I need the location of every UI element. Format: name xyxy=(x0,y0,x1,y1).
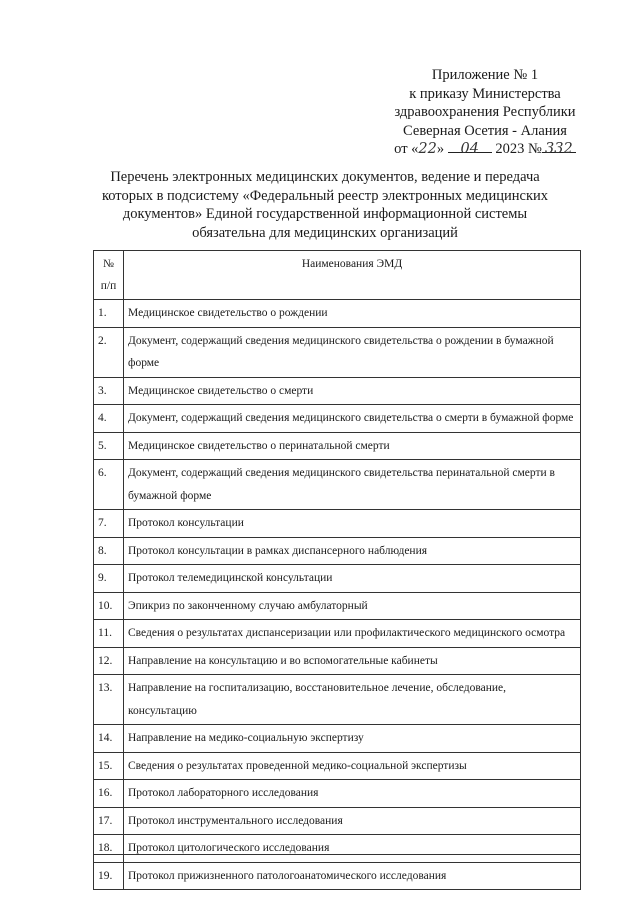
row-number: 5. xyxy=(94,432,124,460)
row-document-name: Медицинское свидетельство о рождении xyxy=(124,300,581,328)
row-number: 13. xyxy=(94,675,124,725)
date-month-field xyxy=(448,140,492,157)
header-number-line2: п/п xyxy=(100,280,117,292)
row-document-name: Протокол консультации xyxy=(124,510,581,538)
row-document-name: Протокол инструментального исследования xyxy=(124,807,581,835)
row-document-name: Протокол прижизненного патологоанатомического исследования xyxy=(124,862,581,890)
row-document-name: Медицинское свидетельство о перинатальной смерти xyxy=(124,432,581,460)
title-line-4: обязательна для медицинских организаций xyxy=(192,224,458,241)
row-document-name: Сведения о результатах проведенной медико-социальной экспертизы xyxy=(124,752,581,780)
table-header-row xyxy=(94,251,581,300)
date-month-handwritten: 04 xyxy=(460,141,479,157)
table-row xyxy=(94,725,581,753)
title-line-1: Перечень электронных медицинских документов, ведение и передача xyxy=(110,169,540,185)
header-number-line1: № xyxy=(103,258,114,270)
row-number: 7. xyxy=(94,510,124,538)
row-number: 11. xyxy=(94,620,124,648)
appendix-date-line xyxy=(380,140,590,159)
row-number: 17. xyxy=(94,807,124,835)
appendix-title: Приложение № 1 xyxy=(431,67,539,83)
row-number: 14. xyxy=(94,725,124,753)
date-year: 2023 xyxy=(495,141,525,157)
appendix-order-ref: к приказу Министерства xyxy=(409,85,561,102)
emd-table xyxy=(93,250,581,890)
table-row xyxy=(94,592,581,620)
table-row xyxy=(94,647,581,675)
row-document-name: Протокол лабораторного исследования xyxy=(124,780,581,808)
date-mid: » xyxy=(436,141,445,157)
row-number: 1. xyxy=(94,300,124,328)
row-number: 2. xyxy=(94,327,124,377)
table-row xyxy=(94,377,581,405)
header-number xyxy=(94,251,124,300)
row-number: 18. xyxy=(94,835,124,863)
row-document-name: Эпикриз по законченному случаю амбулаторный xyxy=(124,592,581,620)
row-number: 4. xyxy=(94,405,124,433)
document-title xyxy=(80,168,570,242)
table-row xyxy=(94,620,581,648)
title-line-3: документов» Единой государственной информационной системы xyxy=(122,206,528,222)
table-row xyxy=(94,460,581,510)
table-row xyxy=(94,752,581,780)
appendix-ministry: здравоохранения Республики xyxy=(394,104,576,120)
appendix-region: Северная Осетия - Алания xyxy=(403,122,567,139)
date-prefix: от « xyxy=(394,141,419,157)
row-number: 16. xyxy=(94,780,124,808)
table-row xyxy=(94,432,581,460)
table-row xyxy=(94,780,581,808)
order-number-handwritten: 332 xyxy=(545,141,573,157)
row-number: 9. xyxy=(94,565,124,593)
table-row xyxy=(94,327,581,377)
row-number: 3. xyxy=(94,377,124,405)
row-document-name: Направление на медико-социальную экспертизу xyxy=(124,725,581,753)
row-document-name: Документ, содержащий сведения медицинского свидетельства о рождении в бумажной форме xyxy=(124,327,581,377)
order-number-field xyxy=(542,140,576,157)
row-document-name: Направление на госпитализацию, восстановительное лечение, обследование, консультацию xyxy=(124,675,581,725)
date-day-handwritten: 22 xyxy=(418,141,437,157)
row-number: 8. xyxy=(94,537,124,565)
table-row xyxy=(94,300,581,328)
row-document-name: Медицинское свидетельство о смерти xyxy=(124,377,581,405)
row-number: 10. xyxy=(94,592,124,620)
appendix-block xyxy=(380,66,590,159)
table-row xyxy=(94,807,581,835)
table-row xyxy=(94,537,581,565)
header-name: Наименования ЭМД xyxy=(124,251,581,300)
table-row xyxy=(94,510,581,538)
row-number: 6. xyxy=(94,460,124,510)
table-bottom-border xyxy=(93,854,581,855)
row-document-name: Документ, содержащий сведения медицинского свидетельства о смерти в бумажной форме xyxy=(124,405,581,433)
order-number-label: № xyxy=(528,141,542,157)
row-document-name: Протокол телемедицинской консультации xyxy=(124,565,581,593)
table-row xyxy=(94,565,581,593)
table-row xyxy=(94,835,581,863)
table-row xyxy=(94,405,581,433)
table-row xyxy=(94,675,581,725)
row-document-name: Сведения о результатах диспансеризации или профилактического медицинского осмотра xyxy=(124,620,581,648)
row-number: 19. xyxy=(94,862,124,890)
row-document-name: Протокол цитологического исследования xyxy=(124,835,581,863)
table-body xyxy=(94,300,581,890)
row-document-name: Документ, содержащий сведения медицинского свидетельства перинатальной смерти в бумажной форме xyxy=(124,460,581,510)
row-document-name: Протокол консультации в рамках диспансерного наблюдения xyxy=(124,537,581,565)
title-line-2: которых в подсистему «Федеральный реестр электронных медицинских xyxy=(101,187,549,204)
row-document-name: Направление на консультацию и во вспомогательные кабинеты xyxy=(124,647,581,675)
row-number: 15. xyxy=(94,752,124,780)
table-row xyxy=(94,862,581,890)
row-number: 12. xyxy=(94,647,124,675)
